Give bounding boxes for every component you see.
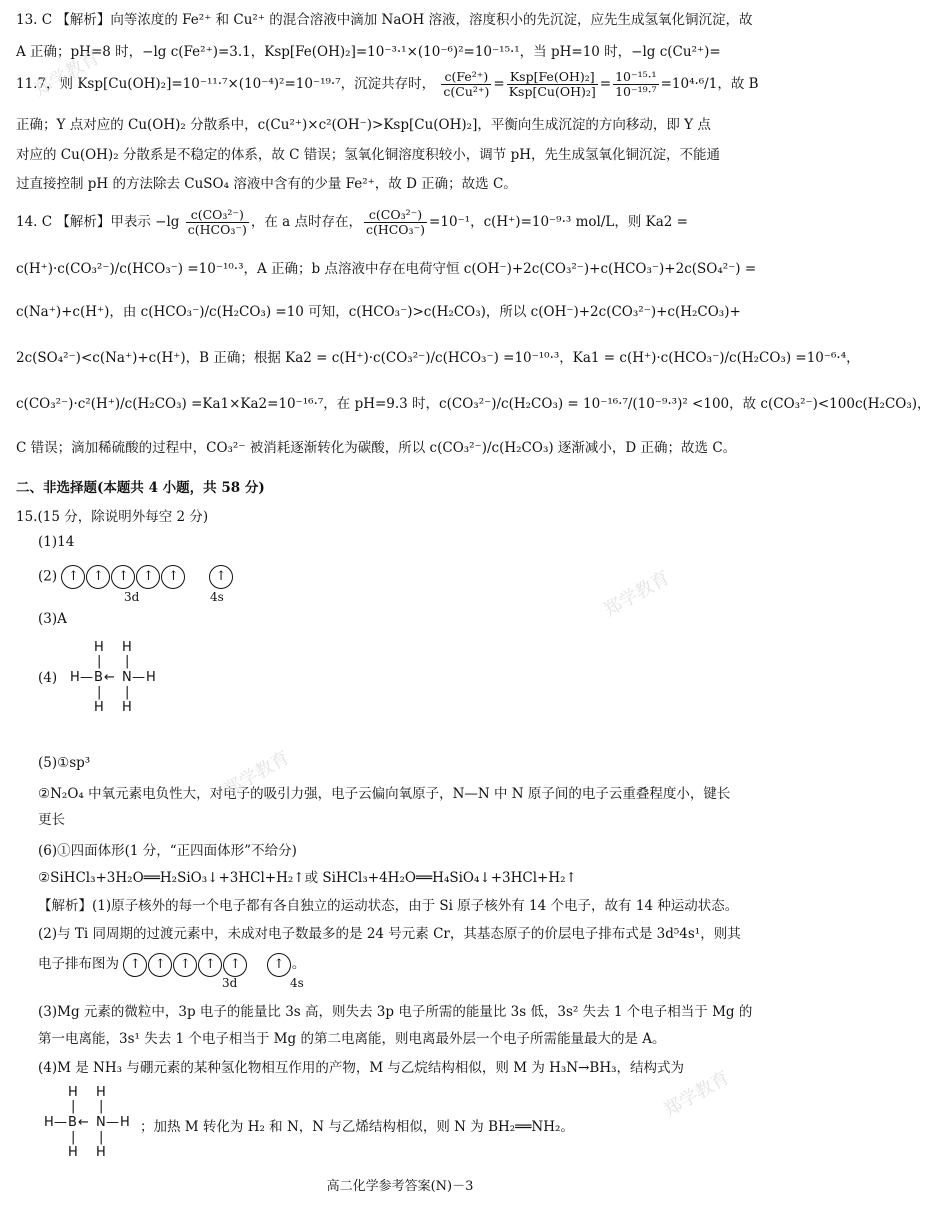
q13-line3: 11.7，则 Ksp[Cu(OH)₂]=10⁻¹¹·⁷×(10⁻⁴)²=10⁻¹⁹·⁷，沉淀共存时， $\frac{\text{c(Fe²⁺)}}{\text{c(Cu²⁺)}}$ = $\frac{\text{Ksp[Fe(OH)₂]}}{\text{Ksp[Cu(OH)₂]}}$ = $\frac{\text{10⁻¹⁵·¹}}{\text{10⁻¹⁹·⁷}}$ =10⁴·⁶/1，故 B bbox=[16, 69, 759, 99]
orbital-circle: ↑ bbox=[123, 953, 147, 977]
q13-line2: A 正确；pH=8 时，−lg c(Fe²⁺)=3.1，Ksp[Fe(OH)₂]=10⁻³·¹×(10⁻⁶)²=10⁻¹⁵·¹，当 pH=10 时，−lg c(Cu²⁺)= bbox=[16, 44, 721, 60]
structure-formula-m: H H | | H — B ← N — H | | H H bbox=[70, 640, 156, 715]
section2-title: 二、非选择题(本题共 4 小题，共 58 分) bbox=[16, 480, 265, 496]
q14-line1 bbox=[16, 208, 688, 237]
q14-line2: c(H⁺)·c(CO₃²⁻)/c(HCO₃⁻) =10⁻¹⁰·³，A 正确；b 点溶液中存在电荷守恒 c(OH⁻)+2c(CO₃²⁻)+c(HCO₃⁻)+2c(SO₄²⁻) = bbox=[16, 261, 757, 277]
analysis-p1: 【解析】(1)原子核外的每一个电子都有各自独立的运动状态，由于 Si 原子核外有 14 个电子，故有 14 种运动状态。 bbox=[38, 898, 739, 914]
q13-line3b: =10⁴·⁶/1，故 B bbox=[660, 76, 759, 92]
watermark: 郑学教育 bbox=[660, 1067, 734, 1122]
structure-formula-analysis: H H | | H — B ← N — H | | H H bbox=[44, 1085, 130, 1160]
q14-line3: c(Na⁺)+c(H⁺)，由 c(HCO₃⁻)/c(H₂CO₃) =10 可知，c(HCO₃⁻)>c(H₂CO₃)，所以 c(OH⁻)+2c(CO₃²⁻)+c(H₂CO₃)+ bbox=[16, 304, 741, 320]
analysis-p3b: 第一电离能，3s¹ 失去 1 个电子相当于 Mg 的第二电离能，则电离最外层一个电子所需能量最大的是 A。 bbox=[38, 1031, 666, 1047]
orbital-circle: ↑ bbox=[148, 953, 172, 977]
analysis-p2b-text: 电子排布图为 bbox=[38, 956, 119, 972]
q15-answer4-label: (4) bbox=[38, 670, 58, 686]
orbital-label-4s: 4s bbox=[210, 590, 224, 604]
q14-line1a: 14. C 【解析】甲表示 −lg bbox=[16, 214, 180, 230]
q15-answer3: (3)A bbox=[38, 611, 67, 627]
q15-answer5: (5)①sp³ bbox=[38, 755, 91, 771]
q14-fraction-a: $\frac{\text{c(CO₃²⁻)}}{\text{c(HCO₃⁻)}}$ bbox=[187, 207, 247, 237]
orbital-circle: ↑ bbox=[136, 565, 160, 589]
orbital-circle: ↑ bbox=[86, 565, 110, 589]
q14-fraction-b: $\frac{\text{c(CO₃²⁻)}}{\text{c(HCO₃⁻)}}$ bbox=[365, 207, 426, 237]
q15-heading: 15.(15 分，除说明外每空 2 分) bbox=[16, 509, 209, 525]
q15-answer6b: ②SiHCl₃+3H₂O══H₂SiO₃↓+3HCl+H₂↑或 SiHCl₃+4H₂O══H₄SiO₄↓+3HCl+H₂↑ bbox=[38, 870, 577, 886]
orbital-label-3d: 3d bbox=[124, 590, 140, 604]
q15-answer2 bbox=[38, 565, 234, 589]
orbital-circle: ↑ bbox=[267, 953, 291, 977]
q14-line4: 2c(SO₄²⁻)<c(Na⁺)+c(H⁺)，B 正确；根据 Ka2 = c(H⁺)·c(CO₃²⁻)/c(HCO₃⁻) =10⁻¹⁰·³，Ka1 = c(H⁺)·c(HCO₃⁻)/c(H₂CO₃) =10⁻⁶·⁴， bbox=[16, 350, 860, 366]
analysis-p2b: 电子排布图为 ↑ ↑ ↑ ↑ ↑ ↑ 。 bbox=[38, 952, 305, 977]
orbital-label-3d-analysis: 3d bbox=[222, 976, 238, 990]
q14-line6: C 错误；滴加稀硫酸的过程中，CO₃²⁻ 被消耗逐渐转化为碳酸，所以 c(CO₃²⁻)/c(H₂CO₃) 逐渐减小，D 正确；故选 C。 bbox=[16, 440, 737, 456]
q13-fraction2: $\frac{\text{Ksp[Fe(OH)₂]}}{\text{Ksp[Cu(OH)₂]}}$ bbox=[508, 69, 596, 99]
q13-line6: 过直接控制 pH 的方法除去 CuSO₄ 溶液中含有的少量 Fe²⁺，故 D 正确；故选 C。 bbox=[16, 176, 517, 192]
orbital-circle: ↑ bbox=[161, 565, 185, 589]
q13-fraction3: $\frac{\text{10⁻¹⁵·¹}}{\text{10⁻¹⁹·⁷}}$ bbox=[615, 69, 657, 99]
orbital-circle: ↑ bbox=[209, 565, 233, 589]
orbital-circle: ↑ bbox=[173, 953, 197, 977]
orbital-circle: ↑ bbox=[111, 565, 135, 589]
orbital-circle: ↑ bbox=[198, 953, 222, 977]
q15-answer5c: 更长 bbox=[38, 812, 65, 828]
analysis-p4b: ；加热 M 转化为 H₂ 和 N，N 与乙烯结构相似，则 N 为 BH₂══NH₂。 bbox=[140, 1119, 574, 1135]
watermark: 郑学教育 bbox=[600, 567, 674, 622]
analysis-p2: (2)与 Ti 同周期的过渡元素中，未成对电子数最多的是 24 号元素 Cr，其基态原子的价层电子排布式是 3d⁵4s¹，则其 bbox=[38, 926, 741, 942]
q14-line5: c(CO₃²⁻)·c²(H⁺)/c(H₂CO₃) =Ka1×Ka2=10⁻¹⁶·⁷，在 pH=9.3 时，c(CO₃²⁻)/c(H₂CO₃) = 10⁻¹⁶·⁷/(10⁻⁹·³)² <100，故 c(CO₃²⁻)<100c(H₂CO₃)， bbox=[16, 396, 931, 412]
orbital-circle: ↑ bbox=[61, 565, 85, 589]
orbital-label-4s-analysis: 4s bbox=[290, 976, 304, 990]
answer2-label: (2) bbox=[38, 568, 58, 585]
analysis-p3: (3)Mg 元素的微粒中，3p 电子的能量比 3s 高，则失去 3p 电子所需的能量比 3s 低，3s² 失去 1 个电子相当于 Mg 的 bbox=[38, 1004, 753, 1020]
q15-answer5b: ②N₂O₄ 中氧元素电负性大，对电子的吸引力强，电子云偏向氧原子，N—N 中 N 原子间的电子云重叠程度小，键长 bbox=[38, 786, 731, 802]
q14-line1b: ，在 a 点时存在， bbox=[250, 214, 362, 230]
watermark: 郑学教育 bbox=[220, 747, 294, 802]
analysis-p4: (4)M 是 NH₃ 与硼元素的某种氢化物相互作用的产物，M 与乙烷结构相似，则 M 为 H₃N→BH₃，结构式为 bbox=[38, 1060, 685, 1076]
q14-line1c: =10⁻¹，c(H⁺)=10⁻⁹·³ mol/L，则 Ka2 = bbox=[429, 214, 688, 230]
watermark: 郑学教育 bbox=[30, 47, 104, 102]
q15-answer6: (6)①四面体形(1 分，“正四面体形”不给分) bbox=[38, 843, 297, 859]
q13-fraction1: $\frac{\text{c(Fe²⁺)}}{\text{c(Cu²⁺)}}$ bbox=[443, 69, 490, 99]
q13-line1: 13. C 【解析】向等浓度的 Fe²⁺ 和 Cu²⁺ 的混合溶液中滴加 NaOH 溶液，溶度积小的先沉淀，应先生成氢氧化铜沉淀，故 bbox=[16, 12, 753, 28]
orbital-circle: ↑ bbox=[223, 953, 247, 977]
q13-line5: 对应的 Cu(OH)₂ 分散系是不稳定的体系，故 C 错误；氢氧化铜溶度积较小，调节 pH，先生成氢氧化铜沉淀，不能通 bbox=[16, 147, 721, 163]
q15-answer1: (1)14 bbox=[38, 534, 75, 550]
page-footer: 高二化学参考答案(N)－3 bbox=[326, 1179, 474, 1194]
q13-line4: 正确；Y 点对应的 Cu(OH)₂ 分散系中，c(Cu²⁺)×c²(OH⁻)>Ksp[Cu(OH)₂]，平衡向生成沉淀的方向移动，即 Y 点 bbox=[16, 117, 711, 133]
q13-line3a: 11.7，则 Ksp[Cu(OH)₂]=10⁻¹¹·⁷×(10⁻⁴)²=10⁻¹⁹·⁷，沉淀共存时， bbox=[16, 76, 436, 92]
